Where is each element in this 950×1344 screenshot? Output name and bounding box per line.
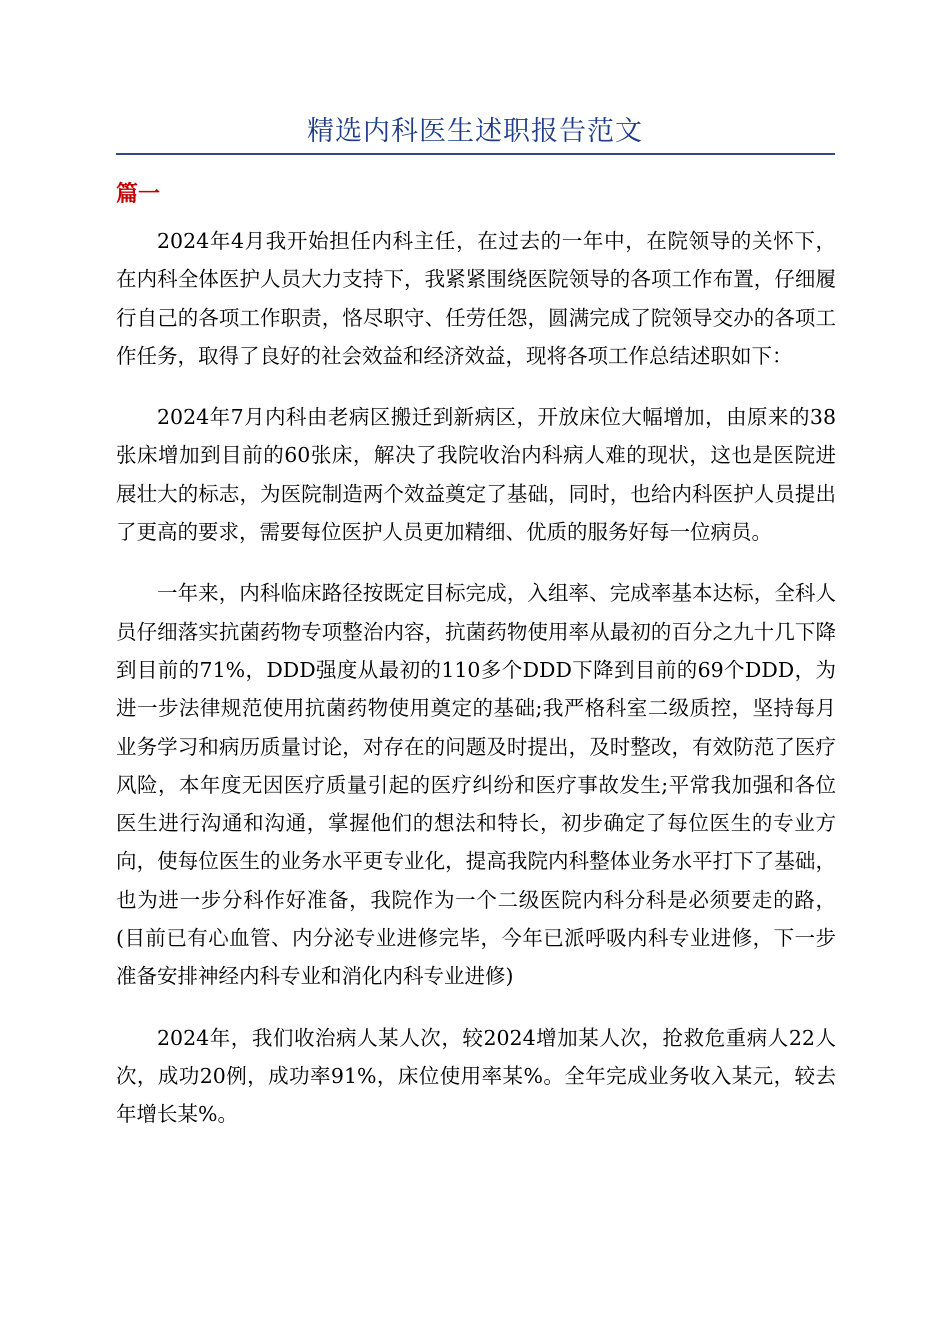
section-heading: 篇一 bbox=[116, 182, 161, 207]
paragraph: 2024年7月内科由老病区搬迁到新病区，开放床位大幅增加，由原来的38张床增加到目前的60张床，解决了我院收治内科病人难的现状，这也是医院进展壮大的标志，为医院制造两个效益奠定了基础，同时，也给内科医护人员提出了更高的要求，需要每位医护人员更加精细、优质的服务好每一位病员。 bbox=[116, 405, 836, 545]
paragraph: 2024年4月我开始担任内科主任，在过去的一年中，在院领导的关怀下，在内科全体医护人员大力支持下，我紧紧围绕医院领导的各项工作布置，仔细履行自己的各项工作职责，恪尽职守、任劳任怨，圆满完成了院领导交办的各项工作任务，取得了良好的社会效益和经济效益，现将各项工作总结述职如下： bbox=[116, 229, 836, 368]
document-title: 精选内科医生述职报告范文 bbox=[307, 116, 643, 147]
document-body bbox=[116, 222, 836, 1157]
paragraph: 2024年，我们收治病人某人次，较2024增加某人次，抢救危重病人22人次，成功20例，成功率91%，床位使用率某%。全年完成业务收入某元，较去年增长某%。 bbox=[116, 1025, 836, 1127]
title-underline bbox=[116, 153, 835, 155]
paragraph: 一年来，内科临床路径按既定目标完成，入组率、完成率基本达标，全科人员仔细落实抗菌药物专项整治内容，抗菌药物使用率从最初的百分之九十几下降到目前的71%，DDD强度从最初的110多个DDD下降到目前的69个DDD，为进一步法律规范使用抗菌药物使用奠定的基础;我严格科室二级质控，坚持每月业务学习和病历质量讨论，对存在的问题及时提出，及时整改，有效防范了医疗风险，本年度无因医疗质量引起的医疗纠纷和医疗事故发生;平常我加强和各位医生进行沟通和沟通，掌握他们的想法和特长，初步确定了每位医生的专业方向，使每位医生的业务水平更专业化，提高我院内科整体业务水平打下了基础，也为进一步分科作好准备，我院作为一个二级医院内科分科是必须要走的路，(目前已有心血管、内分泌专业进修完毕，今年已派呼吸内科专业进修，下一步准备安排神经内科专业和消化内科专业进修) bbox=[116, 581, 836, 989]
